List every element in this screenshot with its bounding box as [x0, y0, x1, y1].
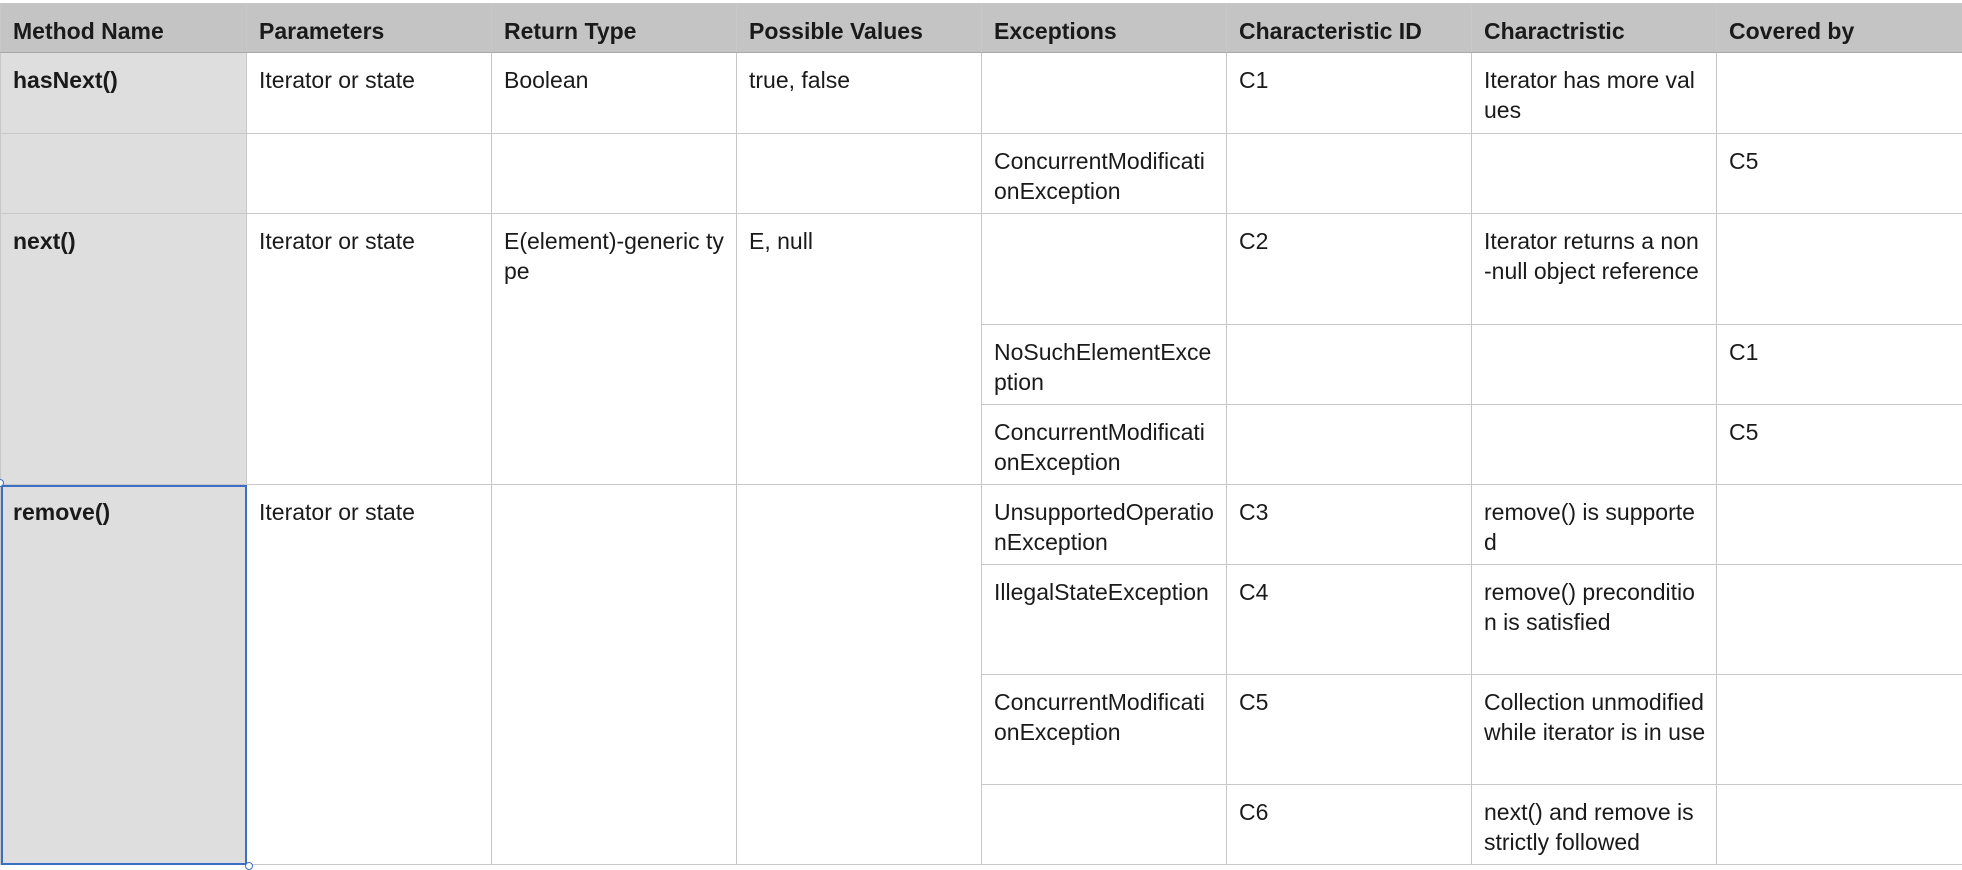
header-row	[1, 4, 1962, 53]
cell-characteristic-id[interactable]	[1227, 134, 1472, 214]
cell-characteristic[interactable]: Collection unmodified while iterator is in use	[1472, 675, 1717, 785]
cell-characteristic[interactable]	[1472, 134, 1717, 214]
cell-characteristic[interactable]	[1472, 405, 1717, 485]
cell-method-name[interactable]	[1, 134, 247, 214]
header-characteristic-id[interactable]: Characteristic ID	[1227, 4, 1472, 53]
cell-return-type[interactable]: Boolean	[492, 53, 737, 134]
header-characteristic[interactable]: Charactristic	[1472, 4, 1717, 53]
cell-characteristic-id[interactable]: C3	[1227, 485, 1472, 565]
cell-parameters[interactable]: Iterator or state	[247, 214, 492, 485]
table-row	[1, 134, 1962, 214]
cell-exception[interactable]: NoSuchElementException	[982, 325, 1227, 405]
cell-exception[interactable]: UnsupportedOperationException	[982, 485, 1227, 565]
table-row	[1, 53, 1962, 134]
header-possible-values[interactable]: Possible Values	[737, 4, 982, 53]
cell-characteristic[interactable]: next() and remove is strictly followed	[1472, 785, 1717, 865]
table-row	[1, 485, 1962, 565]
cell-parameters[interactable]	[247, 134, 492, 214]
cell-characteristic[interactable]: remove() precondition is satisfied	[1472, 565, 1717, 675]
cell-return-type[interactable]: E(element)-generic type	[492, 214, 737, 485]
cell-covered-by[interactable]	[1717, 675, 1962, 785]
cell-possible-values[interactable]	[737, 134, 982, 214]
cell-return-type[interactable]	[492, 134, 737, 214]
cell-exception[interactable]: ConcurrentModificationException	[982, 405, 1227, 485]
cell-exception[interactable]	[982, 214, 1227, 325]
cell-method-name[interactable]: hasNext()	[1, 53, 247, 134]
cell-covered-by[interactable]	[1717, 485, 1962, 565]
table-body	[1, 53, 1962, 865]
cell-exception[interactable]	[982, 785, 1227, 865]
cell-characteristic-id[interactable]: C2	[1227, 214, 1472, 325]
cell-possible-values[interactable]	[737, 485, 982, 865]
cell-characteristic[interactable]	[1472, 325, 1717, 405]
cell-characteristic-id[interactable]	[1227, 405, 1472, 485]
cell-parameters[interactable]: Iterator or state	[247, 53, 492, 134]
header-parameters[interactable]: Parameters	[247, 4, 492, 53]
cell-exception[interactable]: ConcurrentModificationException	[982, 675, 1227, 785]
spreadsheet-table	[0, 3, 1962, 865]
cell-characteristic[interactable]: Iterator returns a non-null object reference	[1472, 214, 1717, 325]
cell-covered-by[interactable]: C1	[1717, 325, 1962, 405]
cell-covered-by[interactable]: C5	[1717, 405, 1962, 485]
cell-characteristic[interactable]: Iterator has more values	[1472, 53, 1717, 134]
cell-covered-by[interactable]	[1717, 785, 1962, 865]
cell-covered-by[interactable]: C5	[1717, 134, 1962, 214]
table-row	[1, 214, 1962, 325]
cell-method-name[interactable]: next()	[1, 214, 247, 485]
header-covered-by[interactable]: Covered by	[1717, 4, 1962, 53]
cell-characteristic[interactable]: remove() is supported	[1472, 485, 1717, 565]
cell-possible-values[interactable]: true, false	[737, 53, 982, 134]
cell-exception[interactable]	[982, 53, 1227, 134]
selection-handle-bottom-right[interactable]	[245, 862, 253, 870]
cell-characteristic-id[interactable]: C5	[1227, 675, 1472, 785]
cell-exception[interactable]: ConcurrentModificationException	[982, 134, 1227, 214]
header-method-name[interactable]: Method Name	[1, 4, 247, 53]
cell-characteristic-id[interactable]: C4	[1227, 565, 1472, 675]
cell-return-type[interactable]	[492, 485, 737, 865]
cell-covered-by[interactable]	[1717, 214, 1962, 325]
cell-covered-by[interactable]	[1717, 53, 1962, 134]
cell-parameters[interactable]: Iterator or state	[247, 485, 492, 865]
header-exceptions[interactable]: Exceptions	[982, 4, 1227, 53]
cell-characteristic-id[interactable]: C6	[1227, 785, 1472, 865]
cell-possible-values[interactable]: E, null	[737, 214, 982, 485]
cell-characteristic-id[interactable]: C1	[1227, 53, 1472, 134]
cell-method-name-selected[interactable]: remove()	[1, 485, 247, 865]
cell-characteristic-id[interactable]	[1227, 325, 1472, 405]
cell-exception[interactable]: IllegalStateException	[982, 565, 1227, 675]
header-row-group	[1, 4, 1962, 53]
header-return-type[interactable]: Return Type	[492, 4, 737, 53]
cell-covered-by[interactable]	[1717, 565, 1962, 675]
